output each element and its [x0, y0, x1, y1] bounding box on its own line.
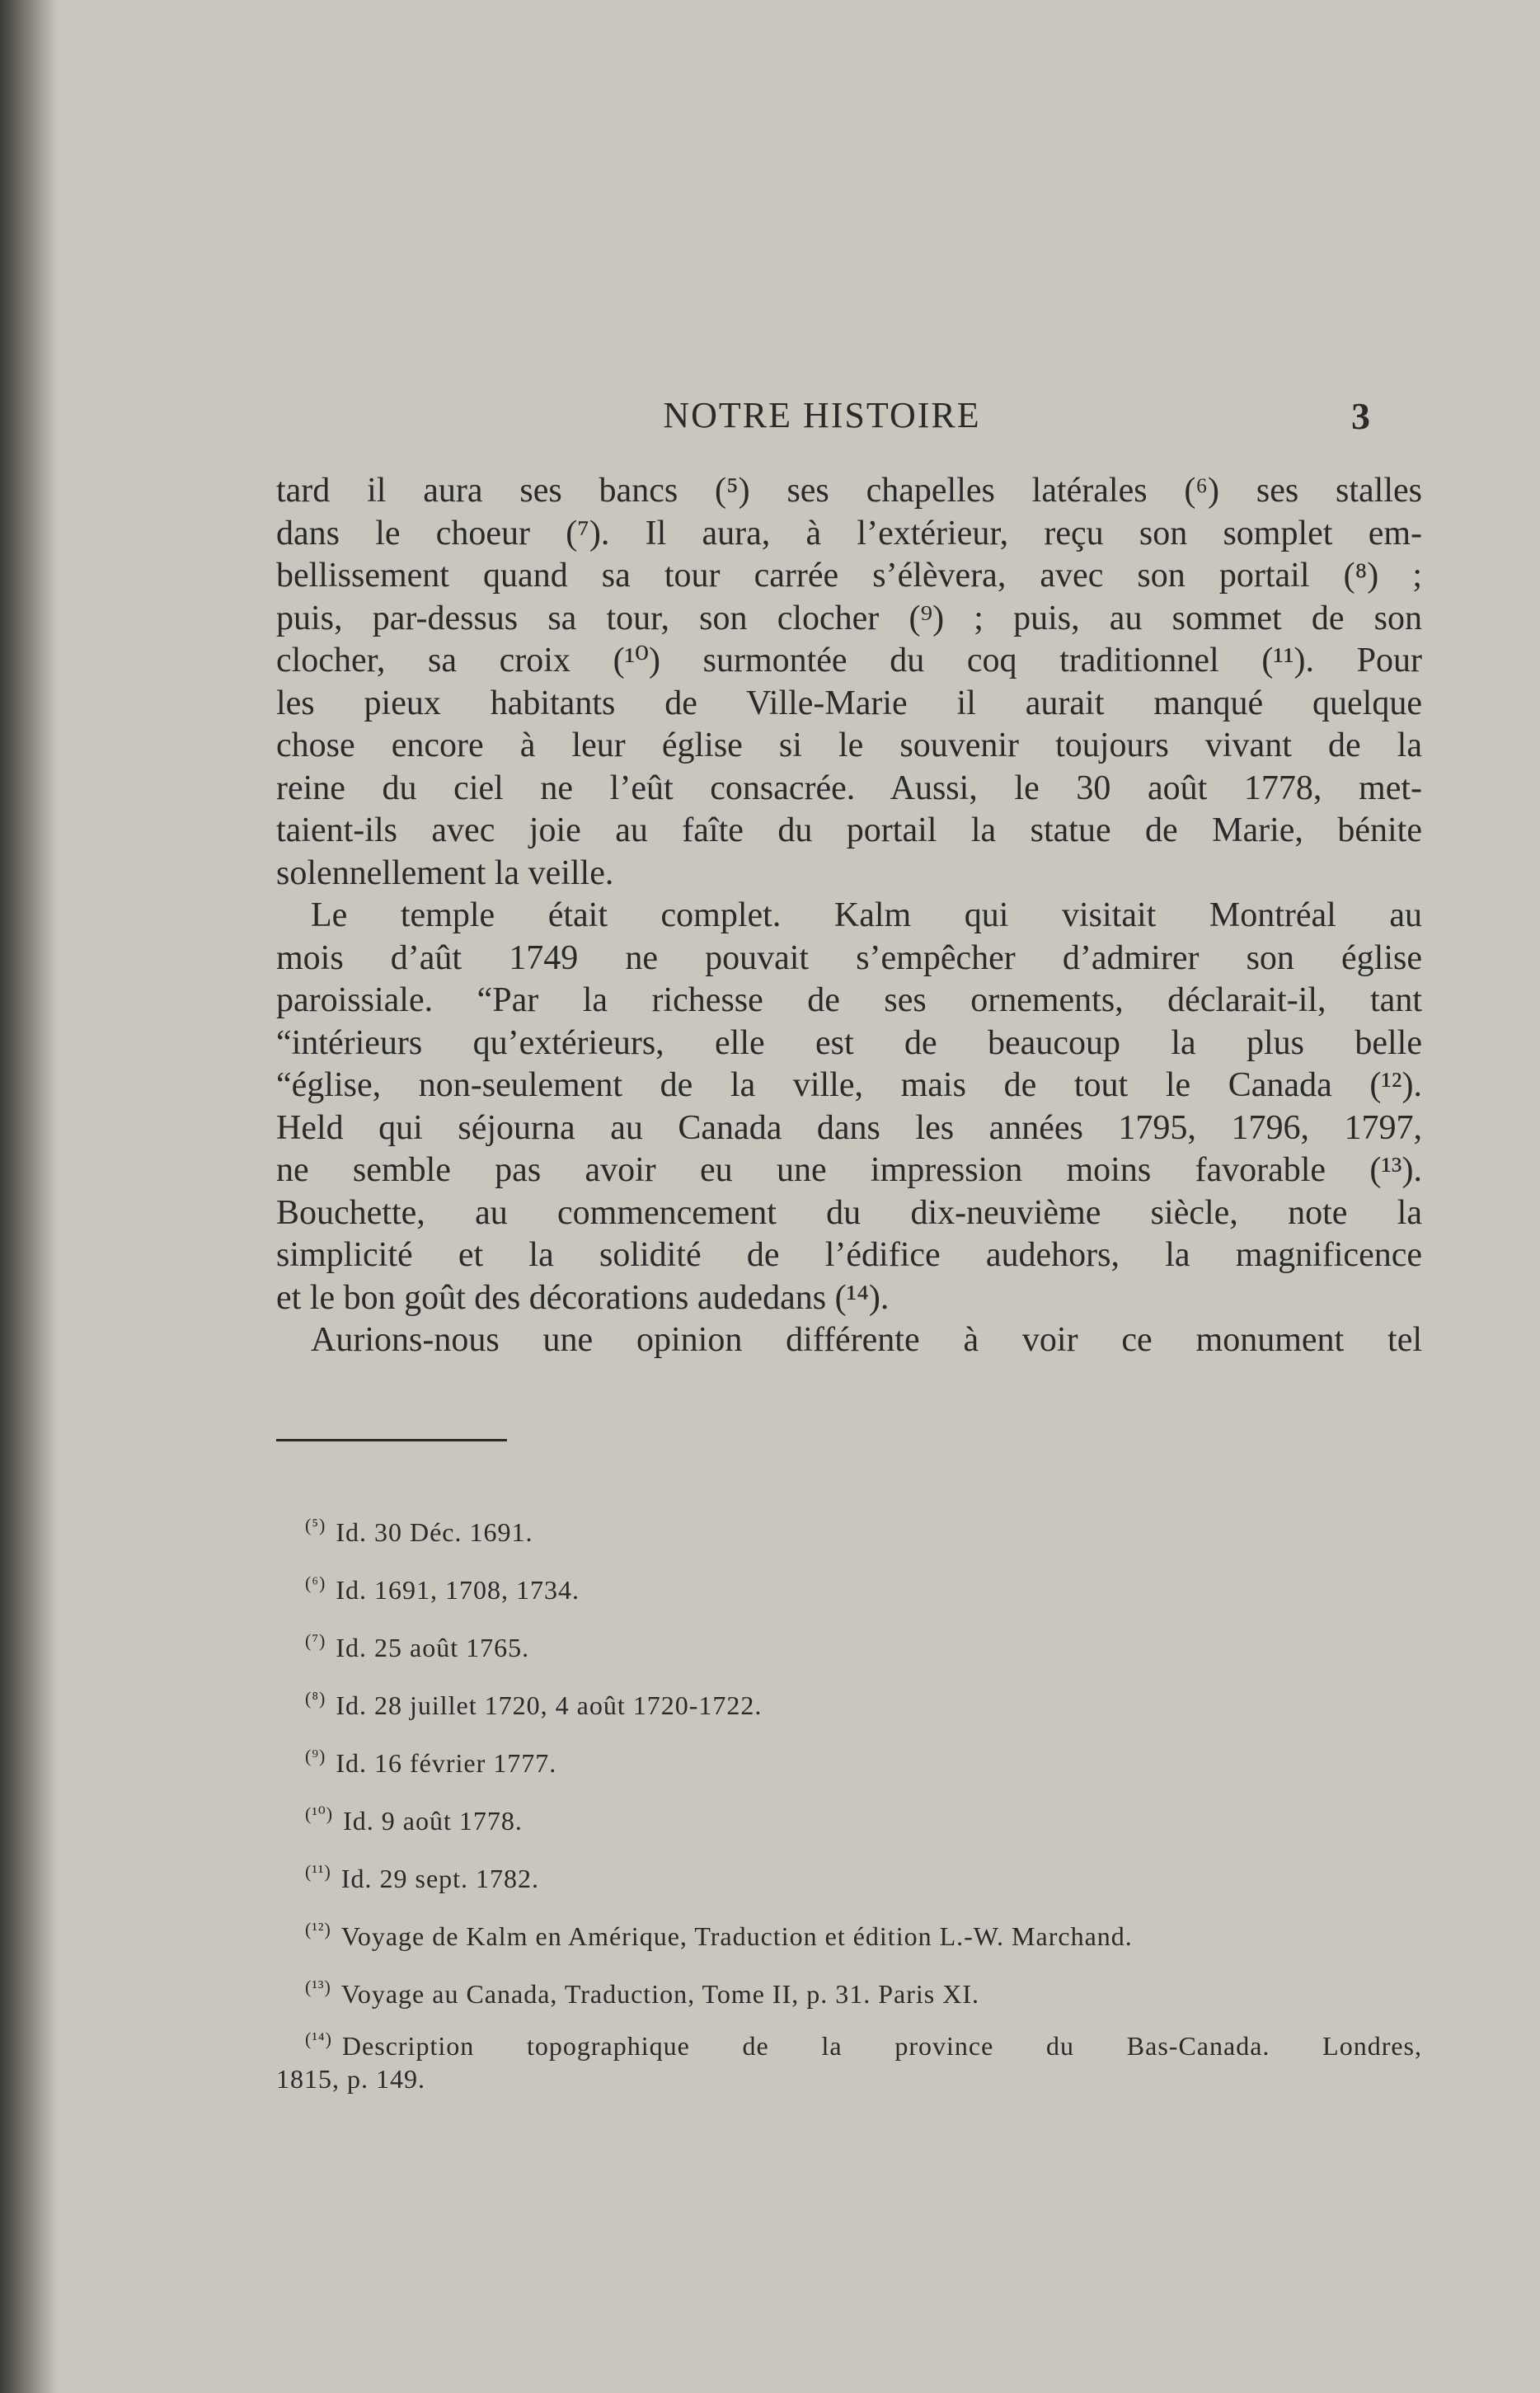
footnote-text: Voyage au Canada, Traduction, Tome II, p. 31. Paris XI. — [340, 1979, 979, 2009]
footnote-number: (⁷) — [305, 1630, 326, 1651]
text-line: Held qui séjourna au Canada dans les années 1795, 1796, 1797, — [276, 1108, 1422, 1147]
footnote-text: Id. 25 août 1765. — [336, 1633, 530, 1662]
footnote-continuation: 1815, p. 149. — [276, 2064, 425, 2094]
footnote — [305, 1785, 1422, 1843]
footnote-text: Id. 30 Déc. 1691. — [336, 1517, 533, 1547]
footnote-text: Id. 16 février 1777. — [336, 1748, 557, 1778]
footnote-number: (⁵) — [305, 1515, 326, 1535]
text-line: solennellement la veille. — [276, 853, 614, 892]
running-title: NOTRE HISTOIRE — [663, 395, 981, 435]
footnote — [305, 1497, 1422, 1554]
text-line: et le bon goût des décorations audedans (¹⁴). — [276, 1278, 890, 1317]
text-line: puis, par-dessus sa tour, son clocher (⁹) ; puis, au sommet de son — [276, 599, 1422, 637]
text-line: clocher, sa croix (¹⁰) surmontée du coq traditionnel (¹¹). Pour — [276, 642, 1422, 679]
footnote — [305, 1670, 1422, 1728]
footnote — [305, 1612, 1422, 1670]
text-line: reine du ciel ne l’eût consacrée. Aussi, le 30 août 1778, met- — [276, 769, 1422, 807]
text-line: Le temple était complet. Kalm qui visitait Montréal au — [311, 896, 1422, 934]
text-line: paroissiale. “Par la richesse de ses ornements, déclarait-il, tant — [276, 981, 1422, 1019]
body-text — [276, 470, 1422, 1362]
footnote-number: (¹³) — [305, 1977, 331, 1997]
footnote-number: (¹⁰) — [305, 1803, 334, 1824]
footnote — [305, 1958, 1422, 2016]
text-line: simplicité et la solidité de l’édifice audehors, la magnificence — [276, 1236, 1422, 1274]
footnote-text: Voyage de Kalm en Amérique, Traduction et édition L.-W. Marchand. — [340, 1921, 1133, 1951]
text-line: mois d’aût 1749 ne pouvait s’empêcher d’admirer son église — [276, 938, 1422, 977]
text-line: “intérieurs qu’extérieurs, elle est de beaucoup la plus belle — [276, 1023, 1422, 1062]
footnote-text: Id. 28 juillet 1720, 4 août 1720-1722. — [336, 1690, 763, 1720]
text-line: dans le choeur (⁷). Il aura, à l’extérieur, reçu son somplet em- — [276, 514, 1422, 552]
footnotes — [276, 1497, 1422, 2095]
footnote-number: (¹¹) — [305, 1861, 331, 1882]
text-line: chose encore à leur église si le souvenir toujours vivant de la — [276, 726, 1422, 764]
footnote-separator — [276, 1439, 507, 1441]
text-line: bellissement quand sa tour carrée s’élèvera, avec son portail (⁸) ; — [276, 557, 1422, 595]
text-line: taient-ils avec joie au faîte du portail la statue de Marie, bénite — [276, 811, 1422, 849]
text-line: les pieux habitants de Ville-Marie il aurait manqué quelque — [276, 684, 1422, 722]
footnote-first-line — [305, 2023, 1422, 2062]
text-line: tard il aura ses bancs (⁵) ses chapelles latérales (⁶) ses stalles — [276, 472, 1422, 510]
footnote — [305, 1843, 1422, 1901]
text-line: Bouchette, au commencement du dix-neuvième siècle, note la — [276, 1193, 1422, 1232]
book-page — [58, 0, 1540, 2393]
page-number: 3 — [1351, 395, 1370, 437]
footnote-text: Id. 9 août 1778. — [343, 1806, 523, 1836]
page-header — [274, 394, 1370, 444]
footnote — [305, 1554, 1422, 1612]
footnote — [305, 1728, 1422, 1785]
footnote-text: Id. 29 sept. 1782. — [340, 1864, 540, 1893]
text-line: Aurions-nous une opinion différente à voir ce monument tel — [311, 1321, 1422, 1359]
footnote-text: Id. 1691, 1708, 1734. — [336, 1575, 580, 1605]
text-line: ne semble pas avoir eu une impression moins favorable (¹³). — [276, 1151, 1422, 1189]
footnote-number: (⁸) — [305, 1688, 326, 1709]
book-spine-shadow — [0, 0, 58, 2393]
footnote-text: Description topographique de la province du Bas-Canada. Londres, — [341, 2031, 1422, 2061]
footnote — [305, 1901, 1422, 1958]
text-line: “église, non-seulement de la ville, mais de tout le Canada (¹²). — [276, 1066, 1422, 1104]
footnote-number: (⁹) — [305, 1746, 326, 1766]
footnote — [276, 2023, 1422, 2095]
footnote-number: (¹²) — [305, 1919, 331, 1939]
footnote-number: (⁶) — [305, 1573, 326, 1593]
footnote-number: (¹⁴) — [305, 2029, 332, 2049]
